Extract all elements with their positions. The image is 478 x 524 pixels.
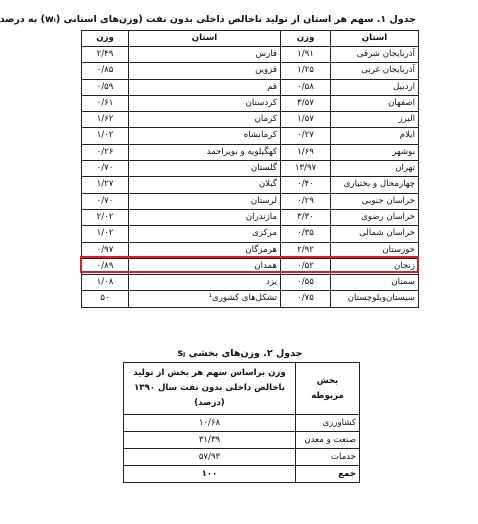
cell-province: کردستان bbox=[129, 95, 281, 111]
cell-sector: کشاورزی bbox=[296, 415, 360, 432]
cell-weight: ۱/۰۲ bbox=[82, 226, 129, 242]
table-row bbox=[124, 415, 360, 432]
table-row bbox=[82, 128, 419, 144]
header-sector: بخش مربوطه bbox=[296, 363, 360, 415]
table-row bbox=[124, 432, 360, 449]
cell-province: آذربایجان شرقی bbox=[331, 47, 419, 63]
cell-province: بوشهر bbox=[331, 144, 419, 160]
table-row bbox=[82, 47, 419, 63]
cell-weight: ۰/۲۶ bbox=[82, 144, 129, 160]
table-row bbox=[82, 193, 419, 209]
cell-province: اصفهان bbox=[331, 95, 419, 111]
cell-weight: ۰/۹۷ bbox=[82, 242, 129, 258]
cell-province: گلستان bbox=[129, 161, 281, 177]
cell-province: سمنان bbox=[331, 275, 419, 291]
table-row bbox=[82, 242, 419, 258]
header-sector-weight: وزن براساس سهم هر بخش از تولید ناخالص داخلی بدون نفت سال ۱۳۹۰ (درصد) bbox=[124, 363, 296, 415]
cell-weight: ۱/۵۷ bbox=[281, 112, 331, 128]
cell-weight: ۱/۶۹ bbox=[281, 144, 331, 160]
cell-province: همدان bbox=[129, 258, 281, 274]
cell-weight: ۲/۴۹ bbox=[82, 47, 129, 63]
cell-province: قزوین bbox=[129, 63, 281, 79]
table-header-row bbox=[82, 31, 419, 47]
cell-weight: ۱/۹۱ bbox=[281, 47, 331, 63]
cell-weight: ۰/۸۹ bbox=[82, 258, 129, 274]
cell-weight: ۳/۳۰ bbox=[281, 209, 331, 225]
cell-province: تهران bbox=[331, 161, 419, 177]
cell-weight: ۰/۵۵ bbox=[281, 275, 331, 291]
cell-weight: ۰/۴۰ bbox=[281, 177, 331, 193]
cell-weight: ۱/۰۸ bbox=[82, 275, 129, 291]
cell-sector-weight: ۵۷/۹۳ bbox=[124, 449, 296, 466]
cell-sector-weight: ۱۰۰ bbox=[124, 466, 296, 483]
table-row bbox=[82, 209, 419, 225]
cell-weight: ۰/۳۵ bbox=[281, 226, 331, 242]
cell-weight: ۰/۲۹ bbox=[281, 193, 331, 209]
table1-title: جدول ۱. سهم هر استان از تولید ناخالص داخلی بدون نفت (وزن‌های استانی (wᵢ) به درصد bbox=[0, 14, 416, 25]
cell-weight: ۲/۰۲ bbox=[82, 209, 129, 225]
cell-province: خراسان جنوبی bbox=[331, 193, 419, 209]
cell-weight: ۰/۲۷ bbox=[281, 128, 331, 144]
cell-weight: ۱/۲۷ bbox=[82, 177, 129, 193]
table-row bbox=[82, 95, 419, 111]
cell-province: زنجان bbox=[331, 258, 419, 274]
cell-province: البرز bbox=[331, 112, 419, 128]
cell-province: تشکل‌های کشوری¹ bbox=[129, 291, 281, 307]
table-row bbox=[82, 79, 419, 95]
table-row bbox=[82, 275, 419, 291]
header-weight: وزن bbox=[82, 31, 129, 47]
cell-weight: ۰/۵۸ bbox=[281, 79, 331, 95]
table-row bbox=[82, 177, 419, 193]
cell-weight: ۰/۸۵ bbox=[82, 63, 129, 79]
cell-weight: ۰/۷۰ bbox=[82, 161, 129, 177]
cell-weight: ۰/۵۲ bbox=[281, 258, 331, 274]
header-province: استان bbox=[129, 31, 281, 47]
cell-weight: ۲/۹۲ bbox=[281, 242, 331, 258]
cell-province: یزد bbox=[129, 275, 281, 291]
cell-sector-weight: ۱۰/۶۸ bbox=[124, 415, 296, 432]
cell-province: کرمانشاه bbox=[129, 128, 281, 144]
table2-title: جدول ۲. وزن‌های بخشی sⱼ bbox=[177, 348, 303, 359]
cell-weight: ۱/۰۲ bbox=[82, 128, 129, 144]
cell-province: آذربایجان غربی bbox=[331, 63, 419, 79]
table-row bbox=[82, 112, 419, 128]
cell-weight: ۰/۶۱ bbox=[82, 95, 129, 111]
cell-province: چهارمحال و بختیاری bbox=[331, 177, 419, 193]
table-row bbox=[82, 161, 419, 177]
cell-province: لرستان bbox=[129, 193, 281, 209]
cell-province: خوزستان bbox=[331, 242, 419, 258]
table-header-row bbox=[124, 363, 360, 415]
table-total-row bbox=[124, 466, 360, 483]
cell-province: مرکزی bbox=[129, 226, 281, 242]
table-row bbox=[82, 226, 419, 242]
cell-province: مازندران bbox=[129, 209, 281, 225]
table-row bbox=[82, 291, 419, 307]
cell-province: گیلان bbox=[129, 177, 281, 193]
cell-province: خراسان شمالی bbox=[331, 226, 419, 242]
cell-weight: ۰/۵۹ bbox=[82, 79, 129, 95]
cell-weight: ۱/۶۲ bbox=[82, 112, 129, 128]
cell-weight: ۵۰ bbox=[82, 291, 129, 307]
cell-weight: ۱/۲۵ bbox=[281, 63, 331, 79]
province-weights-table bbox=[81, 30, 419, 308]
sector-weights-table bbox=[123, 362, 360, 483]
cell-sector: خدمات bbox=[296, 449, 360, 466]
cell-province: هرمزگان bbox=[129, 242, 281, 258]
header-province: استان bbox=[331, 31, 419, 47]
header-weight: وزن bbox=[281, 31, 331, 47]
cell-weight: ۰/۷۵ bbox=[281, 291, 331, 307]
cell-weight: ۰/۷۰ bbox=[82, 193, 129, 209]
cell-province: ایلام bbox=[331, 128, 419, 144]
table-row bbox=[82, 258, 419, 274]
table-row bbox=[124, 449, 360, 466]
cell-province: کهگیلویه و بویراحمد bbox=[129, 144, 281, 160]
cell-weight: ۳/۵۷ bbox=[281, 95, 331, 111]
cell-province: اردبیل bbox=[331, 79, 419, 95]
cell-sector-weight: ۳۱/۳۹ bbox=[124, 432, 296, 449]
cell-province: سیستان‌وبلوچستان bbox=[331, 291, 419, 307]
cell-province: قم bbox=[129, 79, 281, 95]
table-row bbox=[82, 144, 419, 160]
cell-weight: ۱۳/۹۷ bbox=[281, 161, 331, 177]
cell-province: خراسان رضوی bbox=[331, 209, 419, 225]
cell-province: کرمان bbox=[129, 112, 281, 128]
cell-sector: صنعت و معدن bbox=[296, 432, 360, 449]
table-row bbox=[82, 63, 419, 79]
cell-province: فارس bbox=[129, 47, 281, 63]
cell-sector: جمع bbox=[296, 466, 360, 483]
